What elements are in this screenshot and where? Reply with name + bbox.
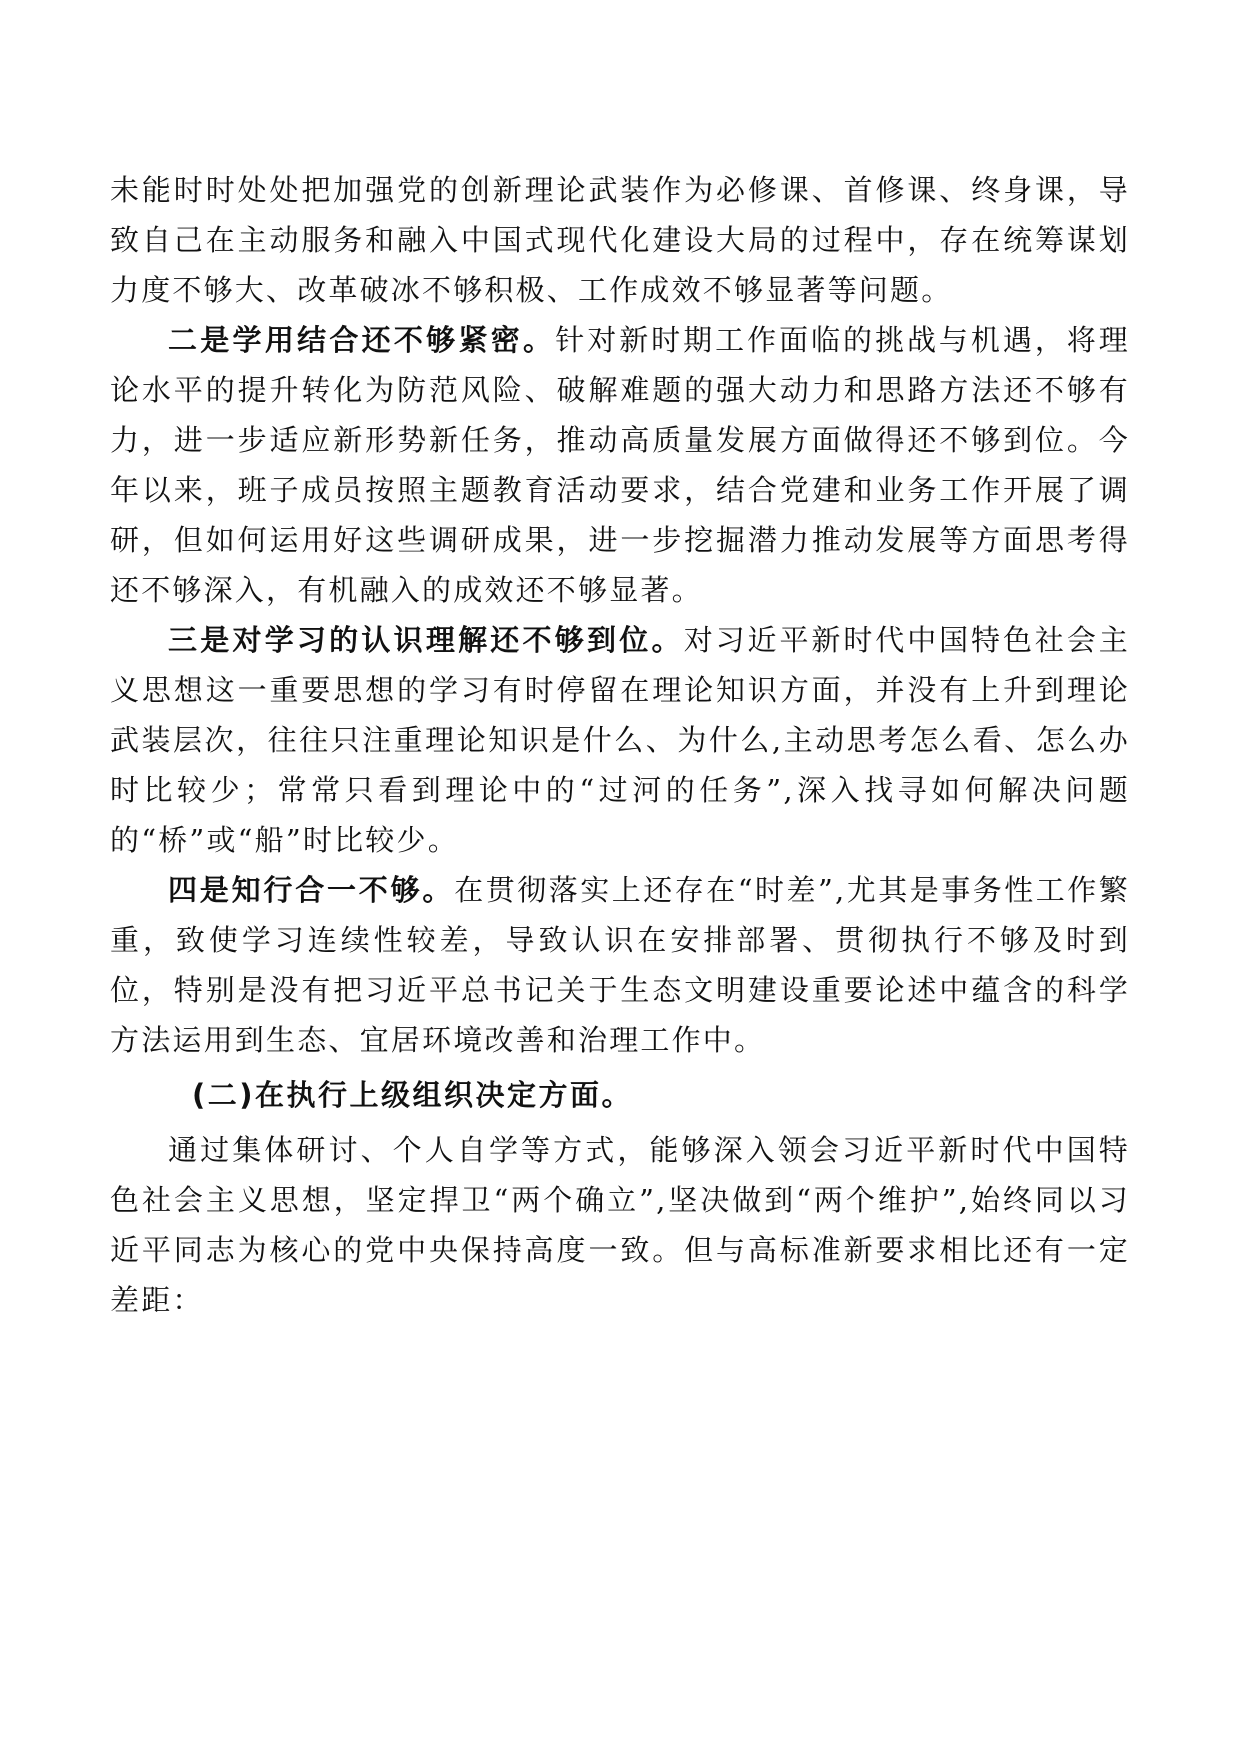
paragraph-text: 通过集体研讨、个人自学等方式，能够深入领会习近平新时代中国特色社会主义思想，坚定捍卫“两个确立”,坚决做到“两个维护”,始终同以习近平同志为核心的党中央保持高度一致。但与高标准新要求相比还有一定差距：	[110, 1133, 1130, 1317]
paragraph-text: 针对新时期工作面临的挑战与机遇，将理论水平的提升转化为防范风险、破解难题的强大动力和思路方法还不够有力，进一步适应新形势新任务，推动高质量发展方面做得还不够到位。今年以来，班子成员按照主题教育活动要求，结合党建和业务工作开展了调研，但如何运用好这些调研成果，进一步挖掘潜力推动发展等方面思考得还不够深入，有机融入的成效还不够显著。	[110, 323, 1130, 607]
paragraph-text: 对习近平新时代中国特色社会主义思想这一重要思想的学习有时停留在理论知识方面，并没有上升到理论武装层次，往往只注重理论知识是什么、为什么,主动思考怎么看、怎么办时比较少；常常只看到理论中的“过河的任务”,深入找寻如何解决问题的“桥”或“船”时比较少。	[110, 623, 1130, 857]
paragraph-text: 在贯彻落实上还存在“时差”,尤其是事务性工作繁重，致使学习连续性较差，导致认识在安排部署、贯彻执行不够及时到位，特别是没有把习近平总书记关于生态文明建设重要论述中蕴含的科学方法运用到生态、宜居环境改善和治理工作中。	[110, 873, 1130, 1057]
paragraph-lead: 四是知行合一不够。	[168, 873, 455, 907]
paragraph-text: 未能时时处处把加强党的创新理论武装作为必修课、首修课、终身课，导致自己在主动服务和融入中国式现代化建设大局的过程中，存在统筹谋划力度不够大、改革破冰不够积极、工作成效不够显著等问题。	[110, 173, 1130, 307]
paragraph-study-understanding	[110, 615, 1130, 865]
document-body	[110, 165, 1130, 1325]
section-heading: (二)在执行上级组织决定方面。	[192, 1078, 634, 1112]
paragraph-lead: 三是对学习的认识理解还不够到位。	[168, 623, 684, 657]
paragraph-study-application	[110, 315, 1130, 615]
paragraph-lead: 二是学用结合还不够紧密。	[168, 323, 556, 357]
paragraph-closing	[110, 1125, 1130, 1325]
paragraph-continuation	[110, 165, 1130, 315]
paragraph-knowledge-action	[110, 865, 1130, 1065]
